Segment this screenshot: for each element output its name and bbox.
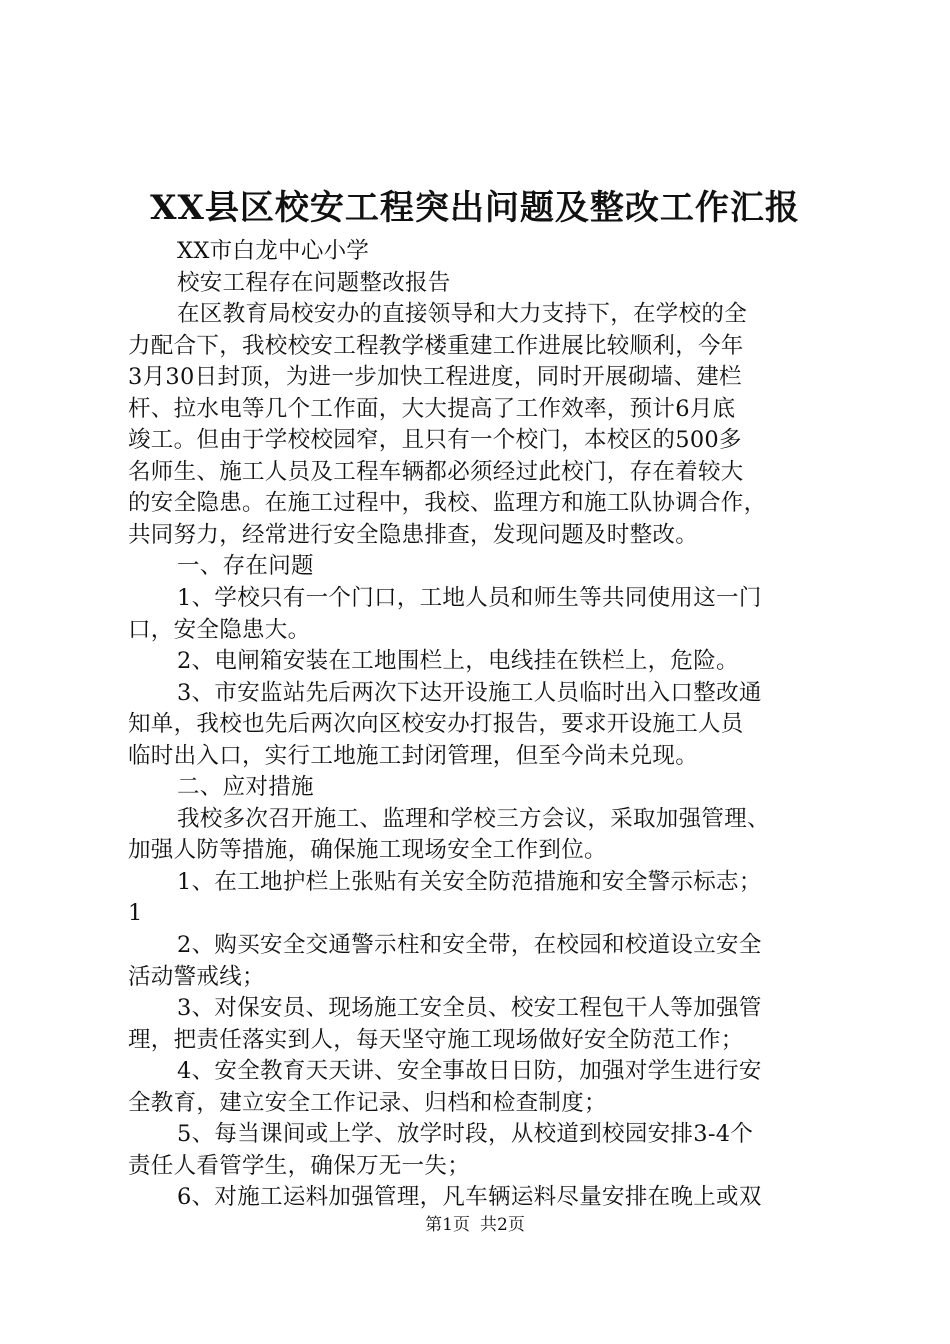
- text-line: 加强人防等措施，确保施工现场安全工作到位。: [128, 837, 607, 864]
- text-line: 6、对施工运料加强管理，凡车辆运料尽量安排在晚上或双: [177, 1184, 762, 1211]
- text-line: 理，把责任落实到人，每天坚守施工现场做好安全防范工作；: [128, 1026, 744, 1053]
- text-line: 1: [128, 900, 143, 927]
- text-line: 1、在工地护栏上张贴有关安全防范措施和安全警示标志；: [177, 868, 762, 895]
- document-title: XX县区校安工程突出问题及整改工作汇报: [150, 188, 800, 228]
- text-line: 1、学校只有一个门口，工地人员和师生等共同使用这一门: [177, 585, 762, 612]
- text-line: 3、对保安员、现场施工安全员、校安工程包干人等加强管: [177, 995, 762, 1022]
- page-total: 共2页: [480, 1215, 525, 1235]
- text-line: 2、购买安全交通警示柱和安全带，在校园和校道设立安全: [177, 932, 762, 959]
- text-line: 临时出入口，实行工地施工封闭管理，但至今尚未兑现。: [128, 742, 699, 769]
- text-line: XX市白龙中心小学: [177, 238, 370, 264]
- text-line: 知单，我校也先后两次向区校安办打报告，要求开设施工人员: [128, 711, 744, 738]
- page-number: 第1页: [425, 1215, 470, 1235]
- document-body: [128, 236, 833, 1214]
- text-line: 2、电闸箱安装在工地围栏上，电线挂在铁栏上，危险。: [177, 648, 739, 675]
- text-line: 杆、拉水电等几个工作面，大大提高了工作效率，预计6月底: [128, 395, 736, 422]
- text-line: 名师生、施工人员及工程车辆都必须经过此校门，存在着较大: [128, 458, 744, 485]
- text-line: 二、应对措施: [177, 774, 314, 801]
- text-line: 3月30日封顶，为进一步加快工程进度，同时开展砌墙、建栏: [128, 364, 742, 391]
- text-line: 活动警戒线；: [128, 963, 265, 990]
- text-line: 口，安全隐患大。: [128, 616, 311, 643]
- text-line: 3、市安监站先后两次下达开设施工人员临时出入口整改通: [177, 679, 762, 706]
- text-line: 一、存在问题: [177, 553, 314, 580]
- text-line: 校安工程存在问题整改报告: [177, 269, 451, 296]
- text-line: 共同努力，经常进行安全隐患排查，发现问题及时整改。: [128, 521, 699, 548]
- text-line: 的安全隐患。在施工过程中，我校、监理方和施工队协调合作，: [128, 490, 767, 517]
- text-line: 5、每当课间或上学、放学时段，从校道到校园安排3-4个: [177, 1121, 754, 1148]
- text-line: 竣工。但由于学校校园窄，且只有一个校门，本校区的500多: [128, 427, 742, 454]
- text-line: 我校多次召开施工、监理和学校三方会议，采取加强管理、: [177, 805, 770, 832]
- text-line: 力配合下，我校校安工程教学楼重建工作进展比较顺利，今年: [128, 332, 744, 359]
- text-line: 在区教育局校安办的直接领导和大力支持下，在学校的全: [177, 301, 748, 328]
- text-line: 全教育，建立安全工作记录、归档和检查制度；: [128, 1089, 607, 1116]
- text-line: 4、安全教育天天讲、安全事故日日防，加强对学生进行安: [177, 1058, 762, 1085]
- page-footer: [0, 1212, 950, 1238]
- text-line: 责任人看管学生，确保万无一失；: [128, 1152, 471, 1179]
